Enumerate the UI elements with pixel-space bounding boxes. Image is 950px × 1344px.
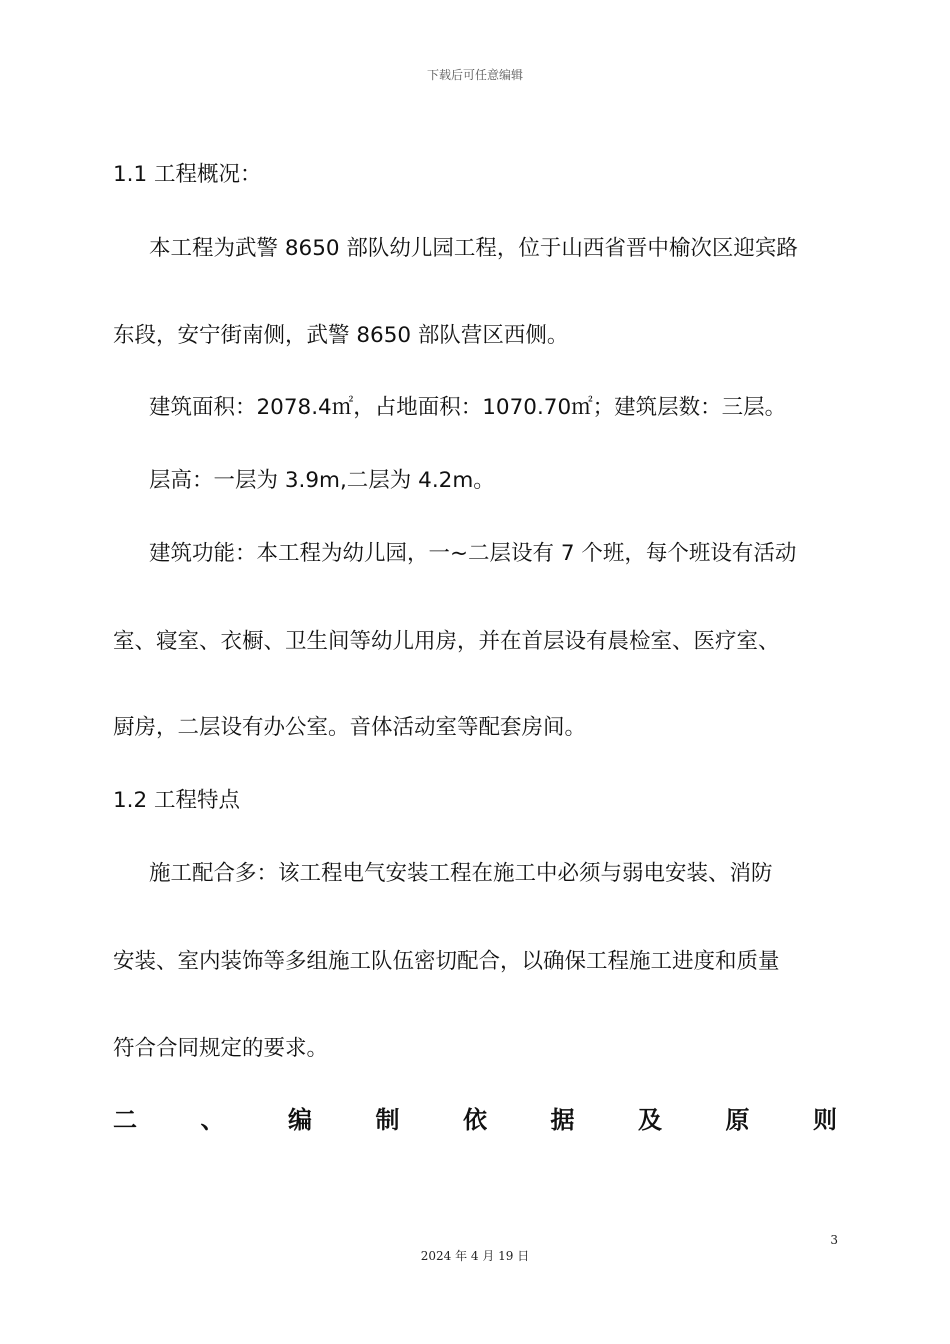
paragraph-line: 厨房，二层设有办公室。音体活动室等配套房间。 — [113, 715, 587, 740]
section-heading-1-2: 1.2 工程特点 — [113, 788, 241, 813]
paragraph-line: 符合合同规定的要求。 — [113, 1036, 329, 1061]
section-heading-2 — [113, 1104, 837, 1136]
heading-char: 编 — [288, 1106, 312, 1134]
heading-char: 原 — [725, 1106, 750, 1134]
heading-char: 二 — [113, 1106, 137, 1134]
heading-char: 及 — [638, 1106, 662, 1134]
heading-char: 制 — [375, 1106, 400, 1134]
paragraph-line: 施工配合多：该工程电气安装工程在施工中必须与弱电安装、消防 — [149, 861, 773, 886]
paragraph-line: 东段，安宁街南侧，武警 8650 部队营区西侧。 — [113, 323, 569, 348]
page-footer-date: 2024 年 4 月 19 日 — [420, 1249, 530, 1263]
heading-char: 据 — [550, 1106, 575, 1134]
paragraph-line: 层高：一层为 3.9m,二层为 4.2m。 — [149, 468, 495, 493]
paragraph-line: 安装、室内装饰等多组施工队伍密切配合，以确保工程施工进度和质量 — [113, 949, 780, 974]
heading-char: 、 — [200, 1106, 225, 1134]
heading-char: 依 — [463, 1106, 487, 1134]
page-number: 3 — [830, 1233, 838, 1247]
section-heading-1-1: 1.1 工程概况： — [113, 162, 262, 187]
paragraph-line: 本工程为武警 8650 部队幼儿园工程，位于山西省晋中榆次区迎宾路 — [149, 236, 798, 261]
paragraph-line: 建筑功能：本工程为幼儿园，一~二层设有 7 个班，每个班设有活动 — [149, 541, 797, 566]
heading-char: 则 — [813, 1106, 837, 1134]
page-header: 下载后可任意编辑 — [426, 68, 523, 82]
paragraph-line: 建筑面积：2078.4㎡，占地面积：1070.70㎡；建筑层数：三层。 — [149, 395, 787, 420]
paragraph-line: 室、寝室、衣橱、卫生间等幼儿用房，并在首层设有晨检室、医疗室、 — [113, 629, 780, 654]
